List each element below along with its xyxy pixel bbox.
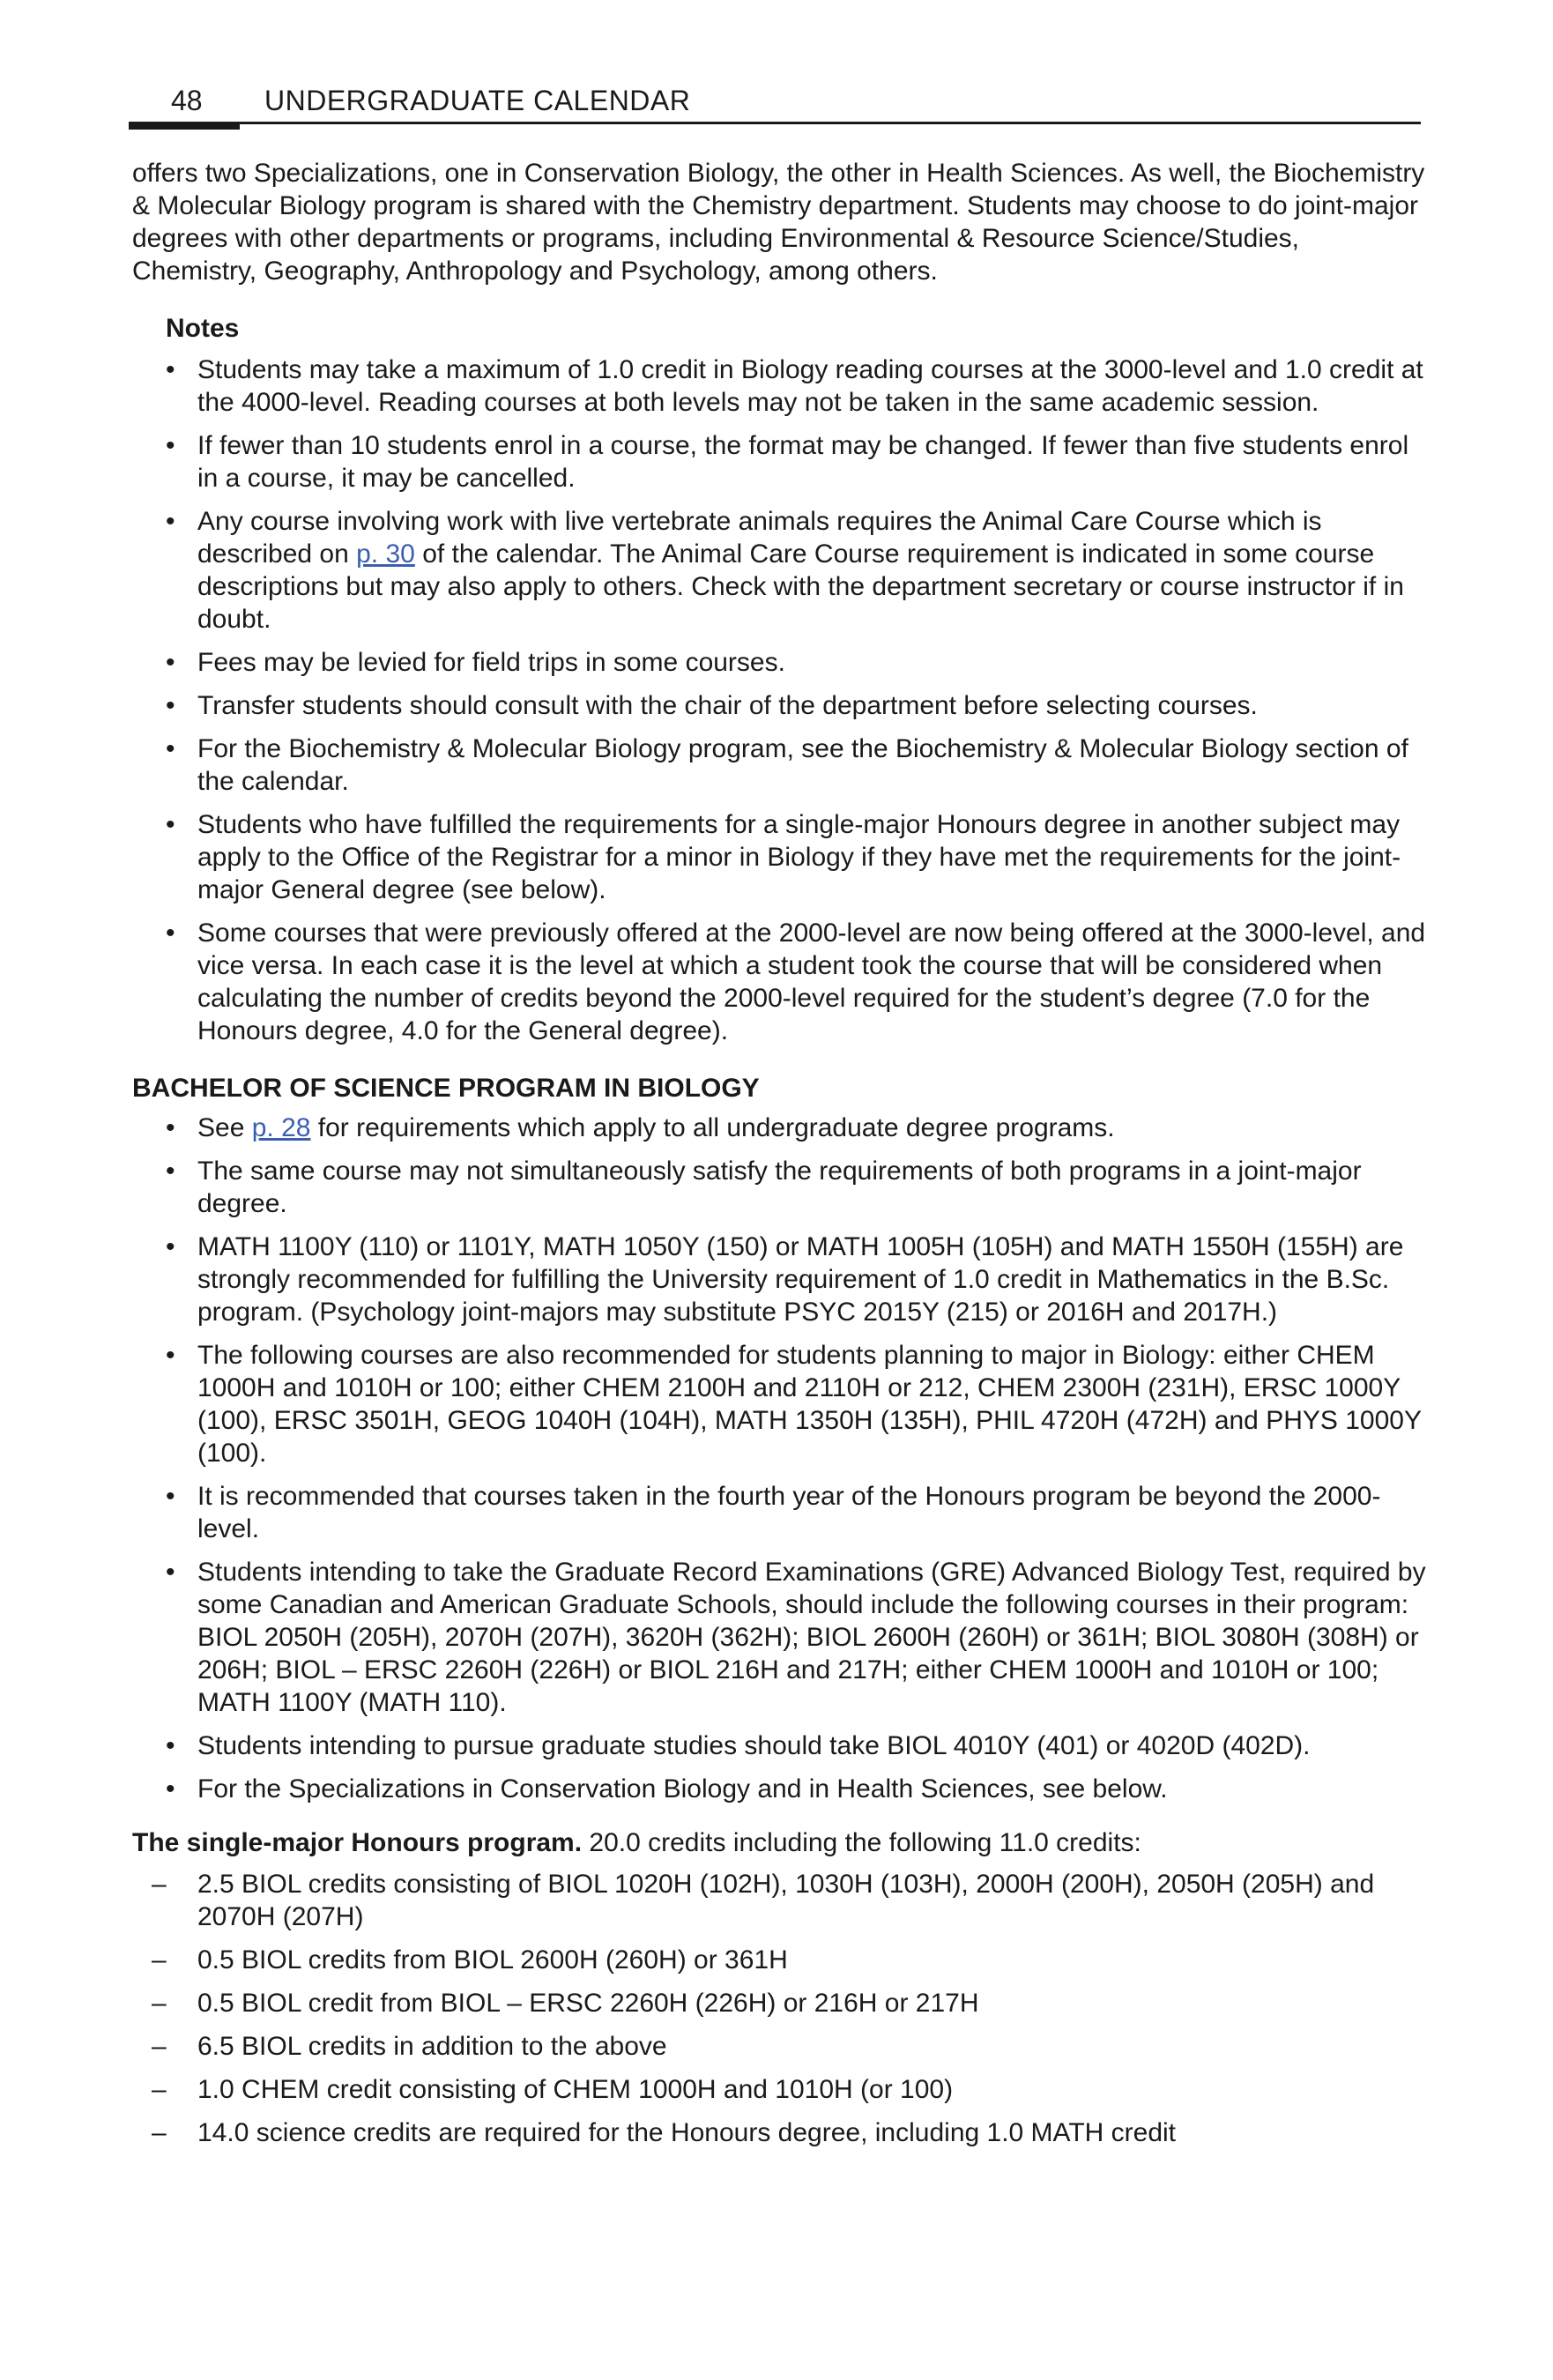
note-item: • Fees may be levied for field trips in some courses. [132,646,1428,679]
bsc-item: • MATH 1100Y (110) or 1101Y, MATH 1050Y (150) or MATH 1005H (105H) and MATH 1550H (155H) are strongly recommended for fulfilling the University requirement of 1.0 credit in Mathematics in the B.Sc. program. (Psychology joint-majors may substitute PSYC 2015Y (215) or 2016H and 2017H.) [132,1231,1428,1328]
honours-item: – 1.0 CHEM credit consisting of CHEM 1000H and 1010H (or 100) [132,2073,1428,2106]
honours-heading: The single-major Honours program. [132,1828,583,1857]
note-item: • If fewer than 10 students enrol in a course, the format may be changed. If fewer than five students enrol in a course, it may be cancelled. [132,429,1428,495]
note-item [132,505,1428,636]
running-header [129,83,1421,127]
bsc-item: • Students intending to take the Graduate Record Examinations (GRE) Advanced Biology Test, required by some Canadian and American Graduate Schools, should include the following courses in their program: BIOL 2050H (205H), 2070H (207H), 3620H (362H); BIOL 2600H (260H) or 361H; BIOL 3080H (308H) or 206H; BIOL – ERSC 2260H (226H) or BIOL 216H and 217H; either CHEM 1000H and 1010H or 100; MATH 1100Y (MATH 110). [132,1556,1428,1719]
bsc-item: • The same course may not simultaneously satisfy the requirements of both programs in a joint-major degree. [132,1155,1428,1220]
bsc-item: • The following courses are also recommended for students planning to major in Biology: either CHEM 1000H and 1010H or 100; either CHEM 2100H and 2110H or 212, CHEM 2300H (231H), ERSC 1000Y (100), ERSC 3501H, GEOG 1040H (104H), MATH 1350H (135H), PHIL 4720H (472H) and PHYS 1000Y (100). [132,1339,1428,1469]
honours-item: – 6.5 BIOL credits in addition to the above [132,2030,1428,2063]
bsc-item [132,1112,1428,1144]
honours-item: – 0.5 BIOL credits from BIOL 2600H (260H) or 361H [132,1944,1428,1976]
page-28-link[interactable]: p. 28 [251,1113,311,1142]
page-number: 48 [171,85,203,116]
note-text: of the calendar. The Animal Care Course requirement is indicated in some course descriptions but may also apply to others. Check with the department secretary or course instructor if in doubt. [197,539,1404,634]
note-text: Any course involving work with live vertebrate animals requires the Animal Care Course which is described on [197,507,1322,569]
notes-heading: Notes [166,314,240,343]
header-accent-bar [129,122,240,130]
honours-program-intro [132,1826,1428,1859]
note-item: • For the Biochemistry & Molecular Biology program, see the Biochemistry & Molecular Biology section of the calendar. [132,733,1428,798]
intro-paragraph: offers two Specializations, one in Conservation Biology, the other in Health Sciences. As well, the Biochemistry & Molecular Biology program is shared with the Chemistry department. Students may choose to do joint-major degrees with other departments or programs, including Environmental & Resource Science/Studies, Chemistry, Geography, Anthropology and Psychology, among others. [132,159,1425,286]
honours-text: 20.0 credits including the following 11.0 credits: [582,1828,1141,1857]
bsc-program-heading: BACHELOR OF SCIENCE PROGRAM IN BIOLOGY [132,1074,760,1103]
notes-list [132,353,1428,1047]
honours-item: – 2.5 BIOL credits consisting of BIOL 1020H (102H), 1030H (103H), 2000H (200H), 2050H (205H) and 2070H (207H) [132,1868,1428,1933]
bsc-item: • For the Specializations in Conservation Biology and in Health Sciences, see below. [132,1773,1428,1805]
header-title: UNDERGRADUATE CALENDAR [264,85,691,116]
honours-item: – 14.0 science credits are required for the Honours degree, including 1.0 MATH credit [132,2116,1428,2149]
bsc-requirements-list [132,1112,1428,1805]
bsc-item: • It is recommended that courses taken in the fourth year of the Honours program be beyond the 2000-level. [132,1480,1428,1545]
page-content [132,157,1428,2160]
bsc-text: See [197,1113,252,1142]
page-30-link[interactable]: p. 30 [356,539,415,569]
honours-requirements-list [132,1868,1428,2149]
header-rule [129,122,1421,124]
note-item: • Transfer students should consult with the chair of the department before selecting courses. [132,689,1428,722]
honours-item: – 0.5 BIOL credit from BIOL – ERSC 2260H (226H) or 216H or 217H [132,1987,1428,2019]
note-item: • Students may take a maximum of 1.0 credit in Biology reading courses at the 3000-level and 1.0 credit at the 4000-level. Reading courses at both levels may not be taken in the same academic session. [132,353,1428,419]
note-item: • Some courses that were previously offered at the 2000-level are now being offered at the 3000-level, and vice versa. In each case it is the level at which a student took the course that will be considered when calculating the number of credits beyond the 2000-level required for the student’s degree (7.0 for the Honours degree, 4.0 for the General degree). [132,917,1428,1047]
bsc-text: for requirements which apply to all undergraduate degree programs. [310,1113,1115,1142]
bsc-item: • Students intending to pursue graduate studies should take BIOL 4010Y (401) or 4020D (402D). [132,1729,1428,1762]
note-item: • Students who have fulfilled the requirements for a single-major Honours degree in another subject may apply to the Office of the Registrar for a minor in Biology if they have met the requirements for the joint-major General degree (see below). [132,808,1428,906]
